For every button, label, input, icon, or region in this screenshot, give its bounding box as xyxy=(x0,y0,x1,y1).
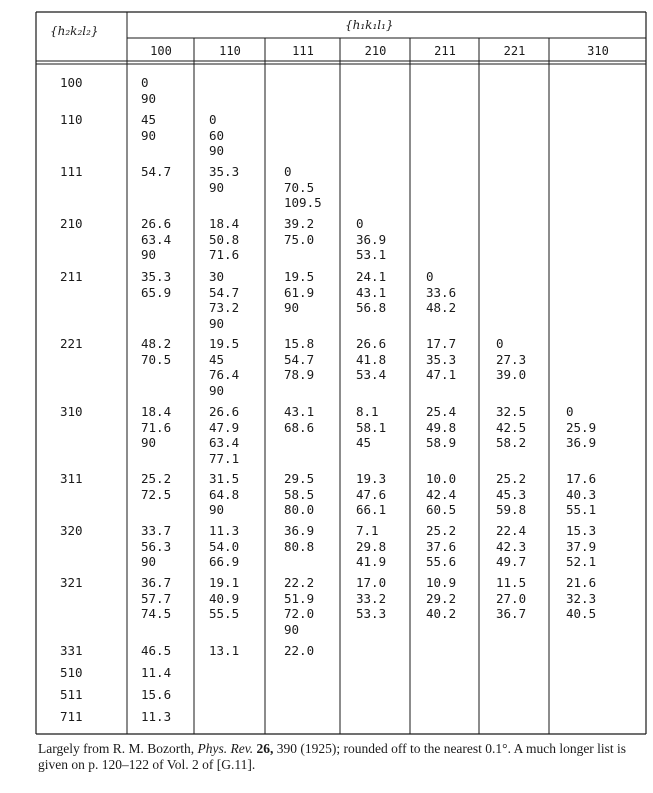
angle-value: 52.1 xyxy=(566,554,597,569)
angle-value: 32.3 xyxy=(566,590,597,606)
angle-value: 36.7 xyxy=(496,606,527,621)
table-caption: Largely from R. M. Bozorth, Phys. Rev. 26, 390 (1925); rounded off to the nearest 0.1°. A much longer list is given on p. 120–122 of Vol. 2 of [G.11]. xyxy=(38,741,627,772)
angle-cell-310-100 xyxy=(141,404,171,451)
angle-cell-221-110 xyxy=(209,336,239,398)
angle-value: 55.6 xyxy=(426,554,457,569)
angle-value: 11.3 xyxy=(209,523,240,538)
angle-value: 66.1 xyxy=(356,502,387,517)
angle-value: 56.3 xyxy=(141,538,172,554)
row-label-510: 510 xyxy=(60,665,83,680)
angle-cell-321-210 xyxy=(356,575,386,622)
angle-value: 73.2 xyxy=(209,300,240,315)
angle-value: 32.5 xyxy=(496,404,527,419)
angle-cell-210-111 xyxy=(284,216,314,247)
angle-cell-221-210 xyxy=(356,336,386,383)
angle-value: 25.9 xyxy=(566,419,597,435)
angle-value: 64.8 xyxy=(209,486,240,502)
angle-cell-311-221 xyxy=(496,471,526,518)
angle-value: 15.6 xyxy=(141,687,172,702)
row-label-711: 711 xyxy=(60,709,83,724)
angle-value: 55.5 xyxy=(209,606,240,621)
angle-cell-221-111 xyxy=(284,336,314,383)
column-header-221: 221 xyxy=(503,44,526,58)
angle-value: 45 xyxy=(209,351,225,367)
angle-cell-321-211 xyxy=(426,575,456,622)
angle-value: 90 xyxy=(209,502,225,517)
angle-value: 35.3 xyxy=(209,164,240,179)
angle-value: 40.9 xyxy=(209,590,240,606)
angle-value: 18.4 xyxy=(209,216,240,231)
angle-value: 90 xyxy=(209,315,225,331)
angle-cell-211-210 xyxy=(356,269,386,316)
angle-value: 74.5 xyxy=(141,606,172,621)
row-label-320: 320 xyxy=(60,523,83,538)
angle-value: 11.5 xyxy=(496,575,527,590)
column-header-100: 100 xyxy=(150,44,172,58)
angle-cell-310-211 xyxy=(426,404,456,451)
column-header-211: 211 xyxy=(434,44,456,58)
angle-value: 22.4 xyxy=(496,523,527,538)
angle-value: 39.0 xyxy=(496,367,527,382)
angle-cell-221-221 xyxy=(496,336,526,383)
angle-value: 35.3 xyxy=(426,351,457,367)
angle-value: 90 xyxy=(141,554,157,569)
angle-value: 45.3 xyxy=(496,486,527,502)
angle-cell-331-100 xyxy=(141,643,171,659)
angle-value: 43.1 xyxy=(284,404,315,419)
angle-cell-310-310 xyxy=(566,404,596,451)
angle-value: 49.7 xyxy=(496,554,527,569)
angle-value: 90 xyxy=(141,247,157,262)
angle-value: 19.5 xyxy=(209,336,240,351)
angle-value: 58.5 xyxy=(284,486,315,502)
angle-value: 54.7 xyxy=(209,284,240,300)
angle-cell-211-111 xyxy=(284,269,314,316)
angle-value: 72.0 xyxy=(284,606,315,621)
angle-value: 58.9 xyxy=(426,435,457,450)
angle-cell-320-221 xyxy=(496,523,526,570)
angle-value: 29.2 xyxy=(426,590,457,606)
angle-cell-311-310 xyxy=(566,471,596,518)
angle-value: 47.1 xyxy=(426,367,457,382)
angle-value: 0 xyxy=(356,216,364,231)
angle-cell-100-100 xyxy=(141,75,156,106)
angle-value: 70.5 xyxy=(284,179,315,195)
angle-value: 53.4 xyxy=(356,367,387,382)
angle-value: 41.9 xyxy=(356,554,387,569)
angle-value: 50.8 xyxy=(209,231,240,247)
angle-cell-210-100 xyxy=(141,216,171,263)
angle-value: 109.5 xyxy=(284,195,322,210)
angle-value: 43.1 xyxy=(356,284,387,300)
angle-value: 27.0 xyxy=(496,590,527,606)
angle-cell-321-310 xyxy=(566,575,596,622)
angle-cell-321-100 xyxy=(141,575,171,622)
angle-value: 90 xyxy=(284,621,300,637)
angle-value: 63.4 xyxy=(141,231,172,247)
angle-cell-711-100 xyxy=(141,709,171,725)
row-label-511: 511 xyxy=(60,687,83,702)
angle-value: 13.1 xyxy=(209,643,240,658)
row-group-header: {h₂k₂l₂} xyxy=(50,24,99,38)
angle-value: 26.6 xyxy=(209,404,240,419)
angle-value: 36.7 xyxy=(141,575,172,590)
angle-cell-320-310 xyxy=(566,523,596,570)
angle-value: 22.2 xyxy=(284,575,315,590)
angle-value: 63.4 xyxy=(209,435,240,450)
angle-value: 49.8 xyxy=(426,419,457,435)
angle-value: 33.2 xyxy=(356,590,387,606)
angle-value: 27.3 xyxy=(496,351,527,367)
angle-cell-110-100 xyxy=(141,112,156,143)
angle-cell-211-100 xyxy=(141,269,171,300)
angle-value: 42.3 xyxy=(496,538,527,554)
angle-cell-510-100 xyxy=(141,665,171,681)
angle-value: 54.7 xyxy=(284,351,315,367)
angle-value: 10.0 xyxy=(426,471,457,486)
angle-cell-310-221 xyxy=(496,404,526,451)
angle-value: 39.2 xyxy=(284,216,315,231)
angle-value: 90 xyxy=(284,300,300,315)
angle-cell-221-211 xyxy=(426,336,456,383)
angle-value: 30 xyxy=(209,269,225,284)
column-header-310: 310 xyxy=(587,44,609,58)
angle-value: 36.9 xyxy=(356,231,387,247)
angle-value: 54.7 xyxy=(141,164,172,179)
angle-value: 33.6 xyxy=(426,284,457,300)
angle-value: 80.8 xyxy=(284,538,315,554)
row-label-111: 111 xyxy=(60,164,83,179)
angle-value: 46.5 xyxy=(141,643,172,658)
angle-value: 55.1 xyxy=(566,502,597,517)
angle-value: 61.9 xyxy=(284,284,315,300)
column-header-110: 110 xyxy=(219,44,241,58)
angle-value: 40.3 xyxy=(566,486,597,502)
angle-value: 0 xyxy=(141,75,149,90)
angle-value: 58.1 xyxy=(356,419,387,435)
angle-cell-320-210 xyxy=(356,523,386,570)
angle-value: 11.3 xyxy=(141,709,172,724)
angle-value: 33.7 xyxy=(141,523,172,538)
angle-value: 25.2 xyxy=(141,471,172,486)
angle-value: 90 xyxy=(141,435,157,450)
angle-cell-111-110 xyxy=(209,164,239,195)
angle-value: 54.0 xyxy=(209,538,240,554)
row-label-211: 211 xyxy=(60,269,83,284)
angle-value: 90 xyxy=(209,179,225,195)
angle-value: 26.6 xyxy=(141,216,172,231)
angle-cell-321-110 xyxy=(209,575,239,622)
angle-value: 19.1 xyxy=(209,575,240,590)
angle-value: 48.2 xyxy=(426,300,457,315)
angle-value: 90 xyxy=(141,90,157,106)
angle-value: 90 xyxy=(209,382,225,398)
angle-cell-310-210 xyxy=(356,404,386,451)
angle-value: 48.2 xyxy=(141,336,172,351)
angle-value: 35.3 xyxy=(141,269,172,284)
angle-value: 42.5 xyxy=(496,419,527,435)
angle-value: 77.1 xyxy=(209,450,240,466)
angle-cell-331-111 xyxy=(284,643,314,659)
angle-value: 58.2 xyxy=(496,435,527,450)
angle-cell-331-110 xyxy=(209,643,239,659)
angle-cell-311-111 xyxy=(284,471,314,518)
row-label-210: 210 xyxy=(60,216,83,231)
angle-value: 60 xyxy=(209,127,225,143)
angle-value: 47.6 xyxy=(356,486,387,502)
angle-cell-111-100 xyxy=(141,164,171,180)
angle-value: 57.7 xyxy=(141,590,172,606)
angle-value: 76.4 xyxy=(209,367,240,382)
angle-value: 25.4 xyxy=(426,404,457,419)
angle-value: 37.6 xyxy=(426,538,457,554)
angle-value: 0 xyxy=(284,164,292,179)
angle-value: 40.2 xyxy=(426,606,457,621)
angle-value: 0 xyxy=(209,112,217,127)
angle-cell-311-110 xyxy=(209,471,239,518)
angle-value: 90 xyxy=(209,143,225,158)
angle-cell-210-210 xyxy=(356,216,386,263)
row-label-331: 331 xyxy=(60,643,83,658)
angle-cell-321-221 xyxy=(496,575,526,622)
row-label-321: 321 xyxy=(60,575,83,590)
angle-value: 0 xyxy=(566,404,574,419)
angle-value: 17.6 xyxy=(566,471,597,486)
angle-value: 51.9 xyxy=(284,590,315,606)
column-header-111: 111 xyxy=(292,44,314,58)
angle-value: 29.5 xyxy=(284,471,315,486)
angle-value: 0 xyxy=(496,336,504,351)
angle-value: 17.7 xyxy=(426,336,457,351)
angle-value: 29.8 xyxy=(356,538,387,554)
angle-cell-210-110 xyxy=(209,216,239,263)
angle-cell-511-100 xyxy=(141,687,171,703)
angle-value: 15.8 xyxy=(284,336,315,351)
angle-value: 17.0 xyxy=(356,575,387,590)
angle-value: 70.5 xyxy=(141,351,172,367)
angle-value: 8.1 xyxy=(356,404,379,419)
angle-value: 19.5 xyxy=(284,269,315,284)
volume-number: 26, xyxy=(256,741,274,756)
angle-cell-221-100 xyxy=(141,336,171,367)
angle-value: 10.9 xyxy=(426,575,457,590)
angle-cell-111-111 xyxy=(284,164,322,211)
angle-value: 41.8 xyxy=(356,351,387,367)
angle-cell-310-111 xyxy=(284,404,314,435)
angle-value: 21.6 xyxy=(566,575,597,590)
angle-value: 42.4 xyxy=(426,486,457,502)
angle-value: 59.8 xyxy=(496,502,527,517)
angle-value: 78.9 xyxy=(284,367,315,382)
angle-cell-320-100 xyxy=(141,523,171,570)
angle-value: 40.5 xyxy=(566,606,597,621)
angle-cell-311-211 xyxy=(426,471,456,518)
angle-value: 66.9 xyxy=(209,554,240,569)
angle-cell-211-211 xyxy=(426,269,456,316)
row-label-310: 310 xyxy=(60,404,83,419)
angle-value: 37.9 xyxy=(566,538,597,554)
angle-value: 26.6 xyxy=(356,336,387,351)
row-label-100: 100 xyxy=(60,75,83,90)
angle-value: 45 xyxy=(356,435,372,450)
angle-value: 11.4 xyxy=(141,665,172,680)
row-label-110: 110 xyxy=(60,112,83,127)
angle-cell-310-110 xyxy=(209,404,239,466)
angle-value: 18.4 xyxy=(141,404,172,419)
angle-value: 80.0 xyxy=(284,502,315,517)
angle-value: 56.8 xyxy=(356,300,387,315)
angle-value: 71.6 xyxy=(141,419,172,435)
angle-value: 36.9 xyxy=(566,435,597,450)
journal-name: Phys. Rev. xyxy=(197,741,254,756)
angle-cell-211-110 xyxy=(209,269,239,331)
angle-value: 25.2 xyxy=(496,471,527,486)
angle-cell-320-110 xyxy=(209,523,239,570)
angle-value: 71.6 xyxy=(209,247,240,262)
angle-value: 47.9 xyxy=(209,419,240,435)
row-label-221: 221 xyxy=(60,336,83,351)
angle-value: 7.1 xyxy=(356,523,379,538)
column-header-210: 210 xyxy=(364,44,387,58)
angle-value: 15.3 xyxy=(566,523,597,538)
angle-value: 24.1 xyxy=(356,269,387,284)
angle-value: 31.5 xyxy=(209,471,240,486)
angle-value: 0 xyxy=(426,269,434,284)
angle-value: 72.5 xyxy=(141,486,172,502)
angle-cell-110-110 xyxy=(209,112,224,159)
angle-cell-311-100 xyxy=(141,471,171,502)
angle-value: 53.3 xyxy=(356,606,387,621)
angle-value: 25.2 xyxy=(426,523,457,538)
angle-value: 53.1 xyxy=(356,247,387,262)
angle-value: 75.0 xyxy=(284,231,315,247)
angle-value: 45 xyxy=(141,112,157,127)
angle-cell-320-211 xyxy=(426,523,456,570)
angle-value: 90 xyxy=(141,127,157,143)
angle-cell-311-210 xyxy=(356,471,386,518)
row-label-311: 311 xyxy=(60,471,83,486)
angle-value: 19.3 xyxy=(356,471,387,486)
column-group-header: {h₁k₁l₁} xyxy=(345,18,394,32)
angle-cell-320-111 xyxy=(284,523,314,554)
angle-value: 65.9 xyxy=(141,284,172,300)
angle-value: 22.0 xyxy=(284,643,315,658)
angle-value: 60.5 xyxy=(426,502,457,517)
angle-value: 36.9 xyxy=(284,523,315,538)
angle-cell-321-111 xyxy=(284,575,314,637)
angle-value: 68.6 xyxy=(284,419,315,435)
